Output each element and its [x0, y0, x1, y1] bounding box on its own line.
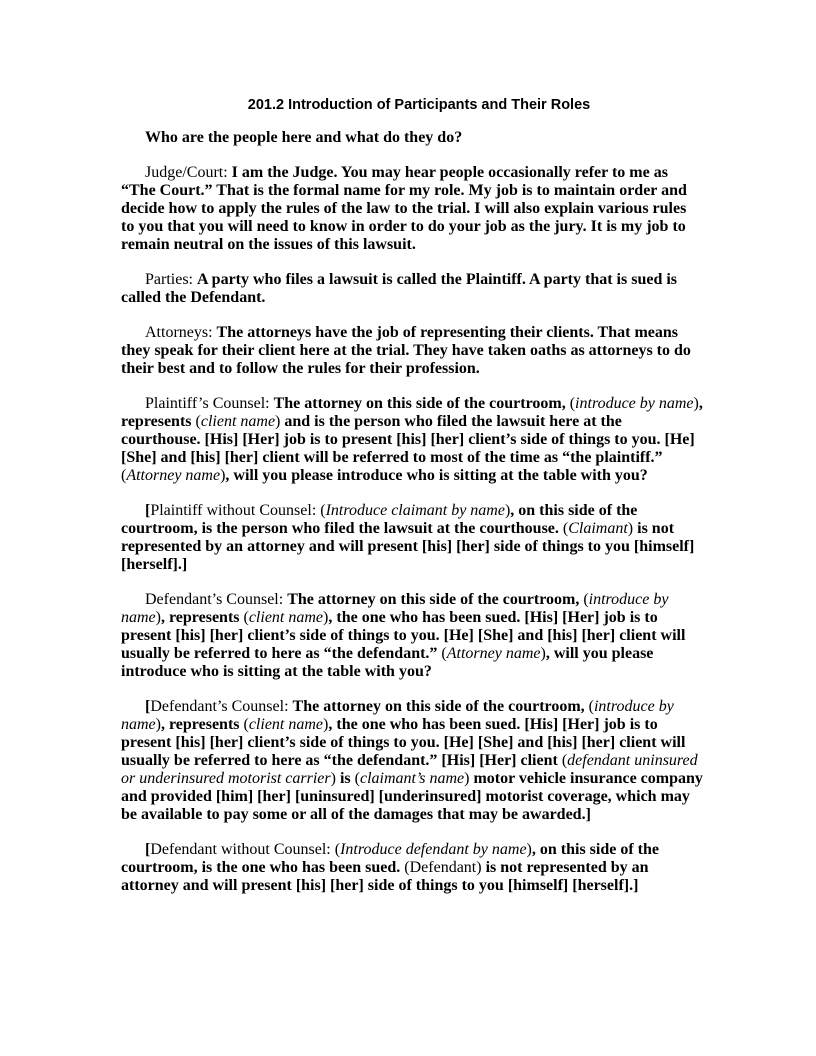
italic-text: introduce by name	[575, 395, 694, 412]
text-run: Defendant without Counsel: (	[150, 841, 341, 858]
text-run: Plaintiff without Counsel: (	[150, 502, 326, 519]
text-run: (	[195, 413, 201, 430]
bold-text: , on this side of the courtroom, is the person who filed the lawsuit at the courthouse.	[121, 502, 638, 537]
text-run: )	[323, 716, 329, 733]
text-run: )	[526, 841, 532, 858]
text-run: (	[243, 609, 249, 626]
italic-text: claimant’s name	[359, 770, 465, 787]
bold-text: , the one who has been sued. [His] [Her] job is to present [his] [her] client’s side of things to you. [He] [She] and [his] [her] client will usually be referred to here as “the defendant.”	[121, 609, 686, 662]
italic-text: Attorney name	[126, 467, 221, 484]
text-run: )	[540, 645, 546, 662]
text-run: (Defendant)	[404, 859, 482, 876]
text-run: Defendant’s Counsel:	[150, 698, 293, 715]
bold-text: , represents	[160, 716, 244, 733]
bold-text: is not represented by an attorney and will present [his] [her] side of things to you [himself] [herself].]	[121, 859, 649, 894]
bold-text: is not represented by an attorney and will present [his] [her] side of things to you [himself] [herself].]	[121, 520, 695, 573]
bold-text: The attorneys have the job of representing their clients. That means they speak for their client here at the trial. They have taken oaths as attorneys to do their best and to follow the rules for their profession.	[121, 324, 691, 377]
bold-text: , represents	[160, 609, 244, 626]
bold-text: , on this side of the courtroom, is the one who has been sued.	[121, 841, 659, 876]
text-run: Plaintiff’s Counsel:	[145, 395, 274, 412]
text-run: (	[441, 645, 447, 662]
text-run: )	[155, 716, 161, 733]
bold-text: , the one who has been sued. [His] [Her] job is to present [his] [her] client’s side of things to you. [He] [She] and [his] [her] client will usually be referred to here as “the defendant.” [His] [Her] client	[121, 716, 686, 769]
italic-text: Claimant	[568, 520, 628, 537]
text-run: (	[588, 698, 594, 715]
text-run: )	[155, 609, 161, 626]
text-run: Attorneys:	[145, 324, 217, 341]
bold-text: The attorney on this side of the courtroom,	[273, 395, 570, 412]
text-run: )	[323, 609, 329, 626]
text-run: )	[275, 413, 281, 430]
text-run: )	[330, 770, 336, 787]
bold-text: The attorney on this side of the courtroom,	[292, 698, 589, 715]
italic-text: introduce by name	[121, 698, 674, 733]
bold-text: , represents	[121, 395, 703, 430]
italic-text: Attorney name	[446, 645, 541, 662]
paragraph	[121, 395, 703, 485]
document-body	[121, 129, 703, 895]
italic-text: introduce by name	[121, 591, 669, 626]
paragraph	[121, 129, 703, 147]
bold-text: , will you please introduce who is sitting at the table with you?	[121, 645, 654, 680]
bold-text: I am the Judge. You may hear people occasionally refer to me as “The Court.” That is the formal name for my role. My job is to maintain order and decide how to apply the rules of the law to the trial. I will also explain various rules to you that you will need to know in order to do your job as the jury. It is my job to remain neutral on the issues of this lawsuit.	[121, 164, 687, 253]
bold-text: [	[145, 698, 151, 715]
text-run: (	[561, 752, 568, 769]
paragraph	[121, 841, 703, 895]
text-run: )	[504, 502, 511, 519]
text-run: (	[354, 770, 360, 787]
italic-text: client name	[200, 413, 276, 430]
bold-text: A party who files a lawsuit is called the Plaintiff. A party that is sued is called the Defendant.	[121, 271, 678, 306]
italic-text: client name	[248, 716, 324, 733]
bold-text: [	[145, 841, 151, 858]
text-run: )	[220, 467, 226, 484]
text-run: Parties:	[145, 271, 197, 288]
text-run: )	[627, 520, 634, 537]
text-run: (	[121, 467, 127, 484]
bold-text: is	[335, 770, 355, 787]
text-run: )	[464, 770, 470, 787]
italic-text: Introduce defendant by name	[340, 841, 527, 858]
section-title: 201.2 Introduction of Participants and Their Roles	[247, 97, 591, 113]
paragraph	[121, 502, 703, 574]
text-run: (	[583, 591, 589, 608]
text-run: Judge/Court:	[145, 164, 232, 181]
italic-text: defendant uninsured or underinsured motorist carrier	[121, 752, 698, 787]
italic-text: Introduce claimant by name	[325, 502, 505, 519]
text-run: )	[693, 395, 699, 412]
bold-text: and is the person who filed the lawsuit here at the courthouse. [His] [Her] job is to present [his] [her] client’s side of things to you. [He] [She] and [his] [her] client will be referred to most of the time as “the plaintiff.”	[121, 413, 695, 466]
paragraph	[121, 164, 703, 254]
paragraph	[121, 271, 703, 307]
paragraph	[121, 324, 703, 378]
bold-text: [	[145, 502, 151, 519]
bold-text: , will you please introduce who is sitting at the table with you?	[225, 467, 648, 484]
text-run: (	[562, 520, 569, 537]
document-page	[121, 96, 703, 912]
italic-text: client name	[248, 609, 324, 626]
text-run: Defendant’s Counsel:	[145, 591, 288, 608]
bold-text: Who are the people here and what do they do?	[145, 129, 463, 146]
bold-text: The attorney on this side of the courtroom,	[287, 591, 584, 608]
text-run: (	[243, 716, 249, 733]
bold-text: motor vehicle insurance company and provided [him] [her] [uninsured] [underinsured] motorist coverage, which may be available to pay some or all of the damages that may be awarded.]	[121, 770, 703, 823]
paragraph	[121, 591, 703, 681]
text-run: (	[569, 395, 576, 412]
paragraph	[121, 698, 703, 824]
